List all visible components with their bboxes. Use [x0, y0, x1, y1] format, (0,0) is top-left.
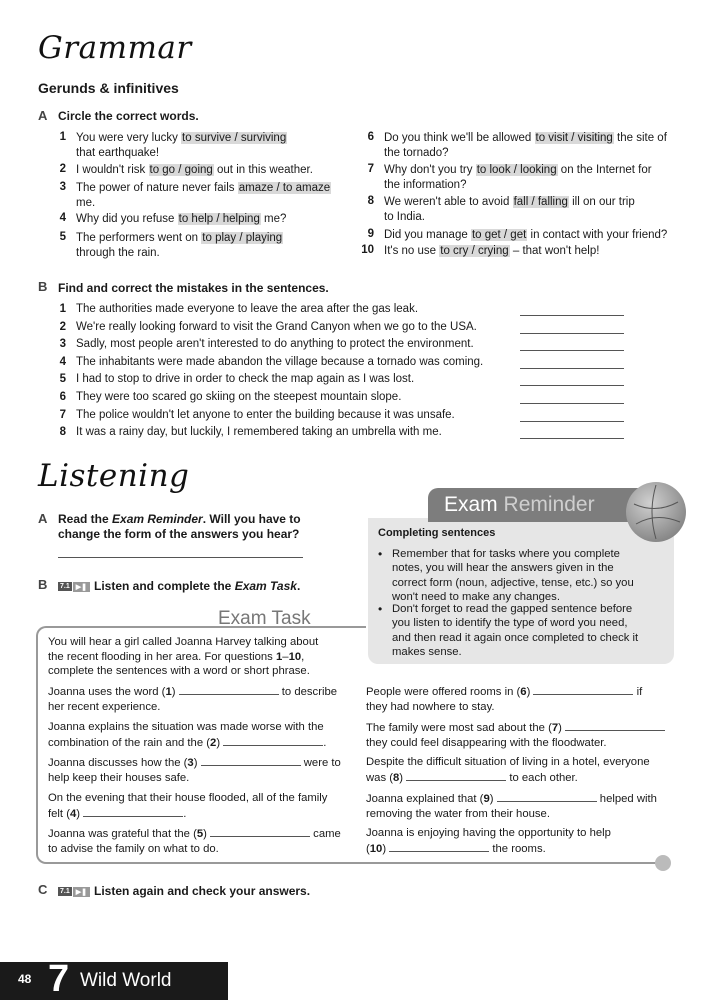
exam-task-sentence: Joanna explains the situation was made worse with the combination of the rain and the (2) .: [48, 721, 327, 749]
exercise-b-sentence: I had to stop to drive in order to check the map again as I was lost.: [76, 373, 415, 386]
exercise-b-sentence: Sadly, most people aren't interested to do anything to protect the environment.: [76, 338, 474, 351]
item-number: 8: [59, 426, 66, 439]
word-choice[interactable]: to help / helping: [178, 213, 260, 225]
word-choice[interactable]: to cry / crying: [440, 245, 509, 257]
listening-title: Listening: [38, 458, 190, 494]
word-choice[interactable]: amaze / to amaze: [238, 182, 331, 194]
exam-task-sentence: Joanna explained that (9) helped with removing the water from their house.: [366, 793, 657, 820]
exam-task-sentence: Despite the difficult situation of living in a hotel, everyone was (8) to each other.: [366, 756, 650, 784]
word-choice[interactable]: to look / looking: [476, 164, 557, 176]
exercise-b-sentence: They were too scared go skiing on the steepest mountain slope.: [76, 391, 402, 403]
exam-task-sentence: On the evening that their house flooded, all of the family felt (4) .: [48, 792, 328, 820]
item-number: 6: [59, 391, 66, 403]
listening-b-instruction: 7.1 ▶❚ Listen and complete the Exam Task.: [60, 579, 301, 593]
answer-blank[interactable]: [179, 684, 279, 695]
correction-line[interactable]: [520, 350, 624, 351]
exam-task-sentence: Joanna discusses how the (3) were to help keep their houses safe.: [48, 757, 341, 784]
listening-a-letter: A: [38, 511, 48, 526]
item-number: 6: [367, 131, 374, 143]
audio-track-badge-c[interactable]: 7.1: [60, 888, 70, 896]
exam-task-title: Exam Task: [218, 608, 311, 629]
reminder-bullet: Don't forget to read the gapped sentence before you listen to identify the type of word you need, and then read it again once completed to check it makes sense.: [392, 603, 639, 658]
audio-track-badge[interactable]: 7.1: [60, 583, 70, 591]
exercise-a-item: I wouldn't risk to go / going out in this weather.: [76, 164, 313, 176]
answer-blank[interactable]: [565, 720, 665, 731]
section-b-letter: B: [38, 279, 48, 294]
section-a-instruction: Circle the correct words.: [58, 109, 199, 123]
exercise-a-item: You were very lucky to survive / surviving that earthquake!: [76, 132, 287, 159]
listening-a-instruction: Read the Exam Reminder. Will you have to change the form of the answers you hear?: [58, 512, 301, 541]
exercise-a-item: Why don't you try to look / looking on the Internet for the information?: [384, 164, 652, 191]
exercise-b-sentence: The authorities made everyone to leave the area after the gas leak.: [76, 303, 419, 315]
play-icon-c[interactable]: ▶❚: [73, 887, 90, 897]
exercise-b-sentence: We're really looking forward to visit the Grand Canyon when we go to the USA.: [76, 320, 477, 333]
correction-line[interactable]: [520, 333, 624, 334]
word-choice[interactable]: to play / playing: [202, 232, 283, 244]
correction-line[interactable]: [520, 403, 624, 404]
answer-blank[interactable]: [201, 755, 301, 766]
footer-unit-number: 7: [48, 958, 70, 1000]
section-b-instruction: Find and correct the mistakes in the sentences.: [58, 281, 329, 295]
listening-b-letter: B: [38, 577, 48, 592]
answer-blank[interactable]: [210, 826, 310, 837]
item-number: 7: [59, 408, 66, 421]
listening-c-letter: C: [38, 882, 48, 897]
exam-task-sentence: Joanna was grateful that the (5) came to advise the family on what to do.: [48, 828, 341, 855]
correction-line[interactable]: [520, 438, 624, 439]
reminder-subheading: Completing sentences: [378, 527, 496, 539]
exercise-b-sentence: The inhabitants were made abandon the village because a tornado was coming.: [76, 355, 484, 368]
item-number: 10: [361, 244, 374, 256]
answer-blank[interactable]: [389, 841, 489, 852]
correction-line[interactable]: [520, 421, 624, 422]
item-number: 8: [367, 195, 374, 207]
item-number: 9: [367, 228, 374, 240]
footer-unit-title: Wild World: [80, 970, 172, 991]
item-number: 4: [59, 212, 66, 224]
word-choice[interactable]: to get / get: [471, 229, 527, 241]
exercise-a-item: We weren't able to avoid fall / falling ill on our trip to India.: [384, 196, 635, 223]
exercise-a-item: It's no use to cry / crying – that won't help!: [384, 245, 600, 257]
exam-task-end-dot: [655, 855, 671, 871]
exam-task-sentence: People were offered rooms in (6) if they had nowhere to stay.: [366, 686, 643, 713]
answer-blank[interactable]: [497, 791, 597, 802]
word-choice[interactable]: fall / falling: [513, 196, 568, 208]
answer-blank[interactable]: [406, 770, 506, 781]
item-number: 5: [59, 373, 66, 386]
word-choice[interactable]: to visit / visiting: [535, 132, 613, 144]
reminder-bullet: Remember that for tasks where you complete notes, you will hear the answers given in the correct form (noun, adjective, tense, etc.) so you won't need to make any changes.: [392, 548, 634, 603]
item-number: 4: [59, 355, 66, 368]
footer-page-number: 48: [18, 972, 32, 986]
play-icon[interactable]: ▶❚: [73, 582, 90, 592]
item-number: 2: [59, 320, 66, 333]
exam-reminder-heading: Exam Reminder: [444, 493, 595, 516]
correction-line[interactable]: [520, 385, 624, 386]
bullet-icon: •: [378, 547, 383, 561]
answer-blank[interactable]: [533, 684, 633, 695]
exam-task-box-left: [36, 660, 38, 850]
grammar-subtitle: Gerunds & infinitives: [38, 80, 179, 96]
item-number: 3: [59, 181, 66, 193]
exercise-a-item: Why did you refuse to help / helping me?: [76, 213, 287, 225]
correction-line[interactable]: [520, 315, 624, 316]
exercise-a-item: Do you think we'll be allowed to visit / visiting the site of the tornado?: [384, 132, 667, 159]
exercise-a-item: The performers went on to play / playing through the rain.: [76, 232, 283, 259]
answer-blank[interactable]: [223, 735, 323, 746]
listening-a-answer-line[interactable]: [58, 557, 303, 558]
exercise-b-sentence: The police wouldn't let anyone to enter the building because it was unsafe.: [76, 408, 455, 421]
item-number: 1: [59, 131, 66, 143]
exam-task-sentence: Joanna is enjoying having the opportunity to help (10) the rooms.: [366, 827, 611, 855]
item-number: 3: [59, 338, 66, 351]
ball-icon: [626, 482, 686, 542]
grammar-title: Grammar: [38, 30, 192, 66]
correction-line[interactable]: [520, 368, 624, 369]
item-number: 5: [59, 231, 66, 243]
listening-c-instruction: 7.1 ▶❚ Listen again and check your answers.: [60, 884, 311, 898]
word-choice[interactable]: to survive / surviving: [182, 132, 287, 144]
exam-task-intro: You will hear a girl called Joanna Harvey talking about the recent flooding in her area. For questions 1–10, complete the sentences with a word or short phrase.: [48, 636, 319, 677]
exam-task-sentence: Joanna uses the word (1) to describe her recent experience.: [48, 686, 338, 713]
item-number: 7: [367, 163, 374, 175]
bullet-icon: •: [378, 602, 383, 616]
exercise-a-item: The power of nature never fails amaze / to amaze me.: [76, 182, 331, 209]
word-choice[interactable]: to go / going: [149, 164, 213, 176]
exam-task-sentence: The family were most sad about the (7) they could feel disappearing with the floodwater.: [366, 720, 678, 750]
answer-blank[interactable]: [83, 806, 183, 817]
section-a-letter: A: [38, 108, 48, 123]
exercise-b-sentence: It was a rainy day, but luckily, I remembered taking an umbrella with me.: [76, 426, 442, 439]
item-number: 1: [59, 303, 66, 315]
item-number: 2: [59, 163, 66, 175]
exercise-a-item: Did you manage to get / get in contact with your friend?: [384, 229, 668, 241]
